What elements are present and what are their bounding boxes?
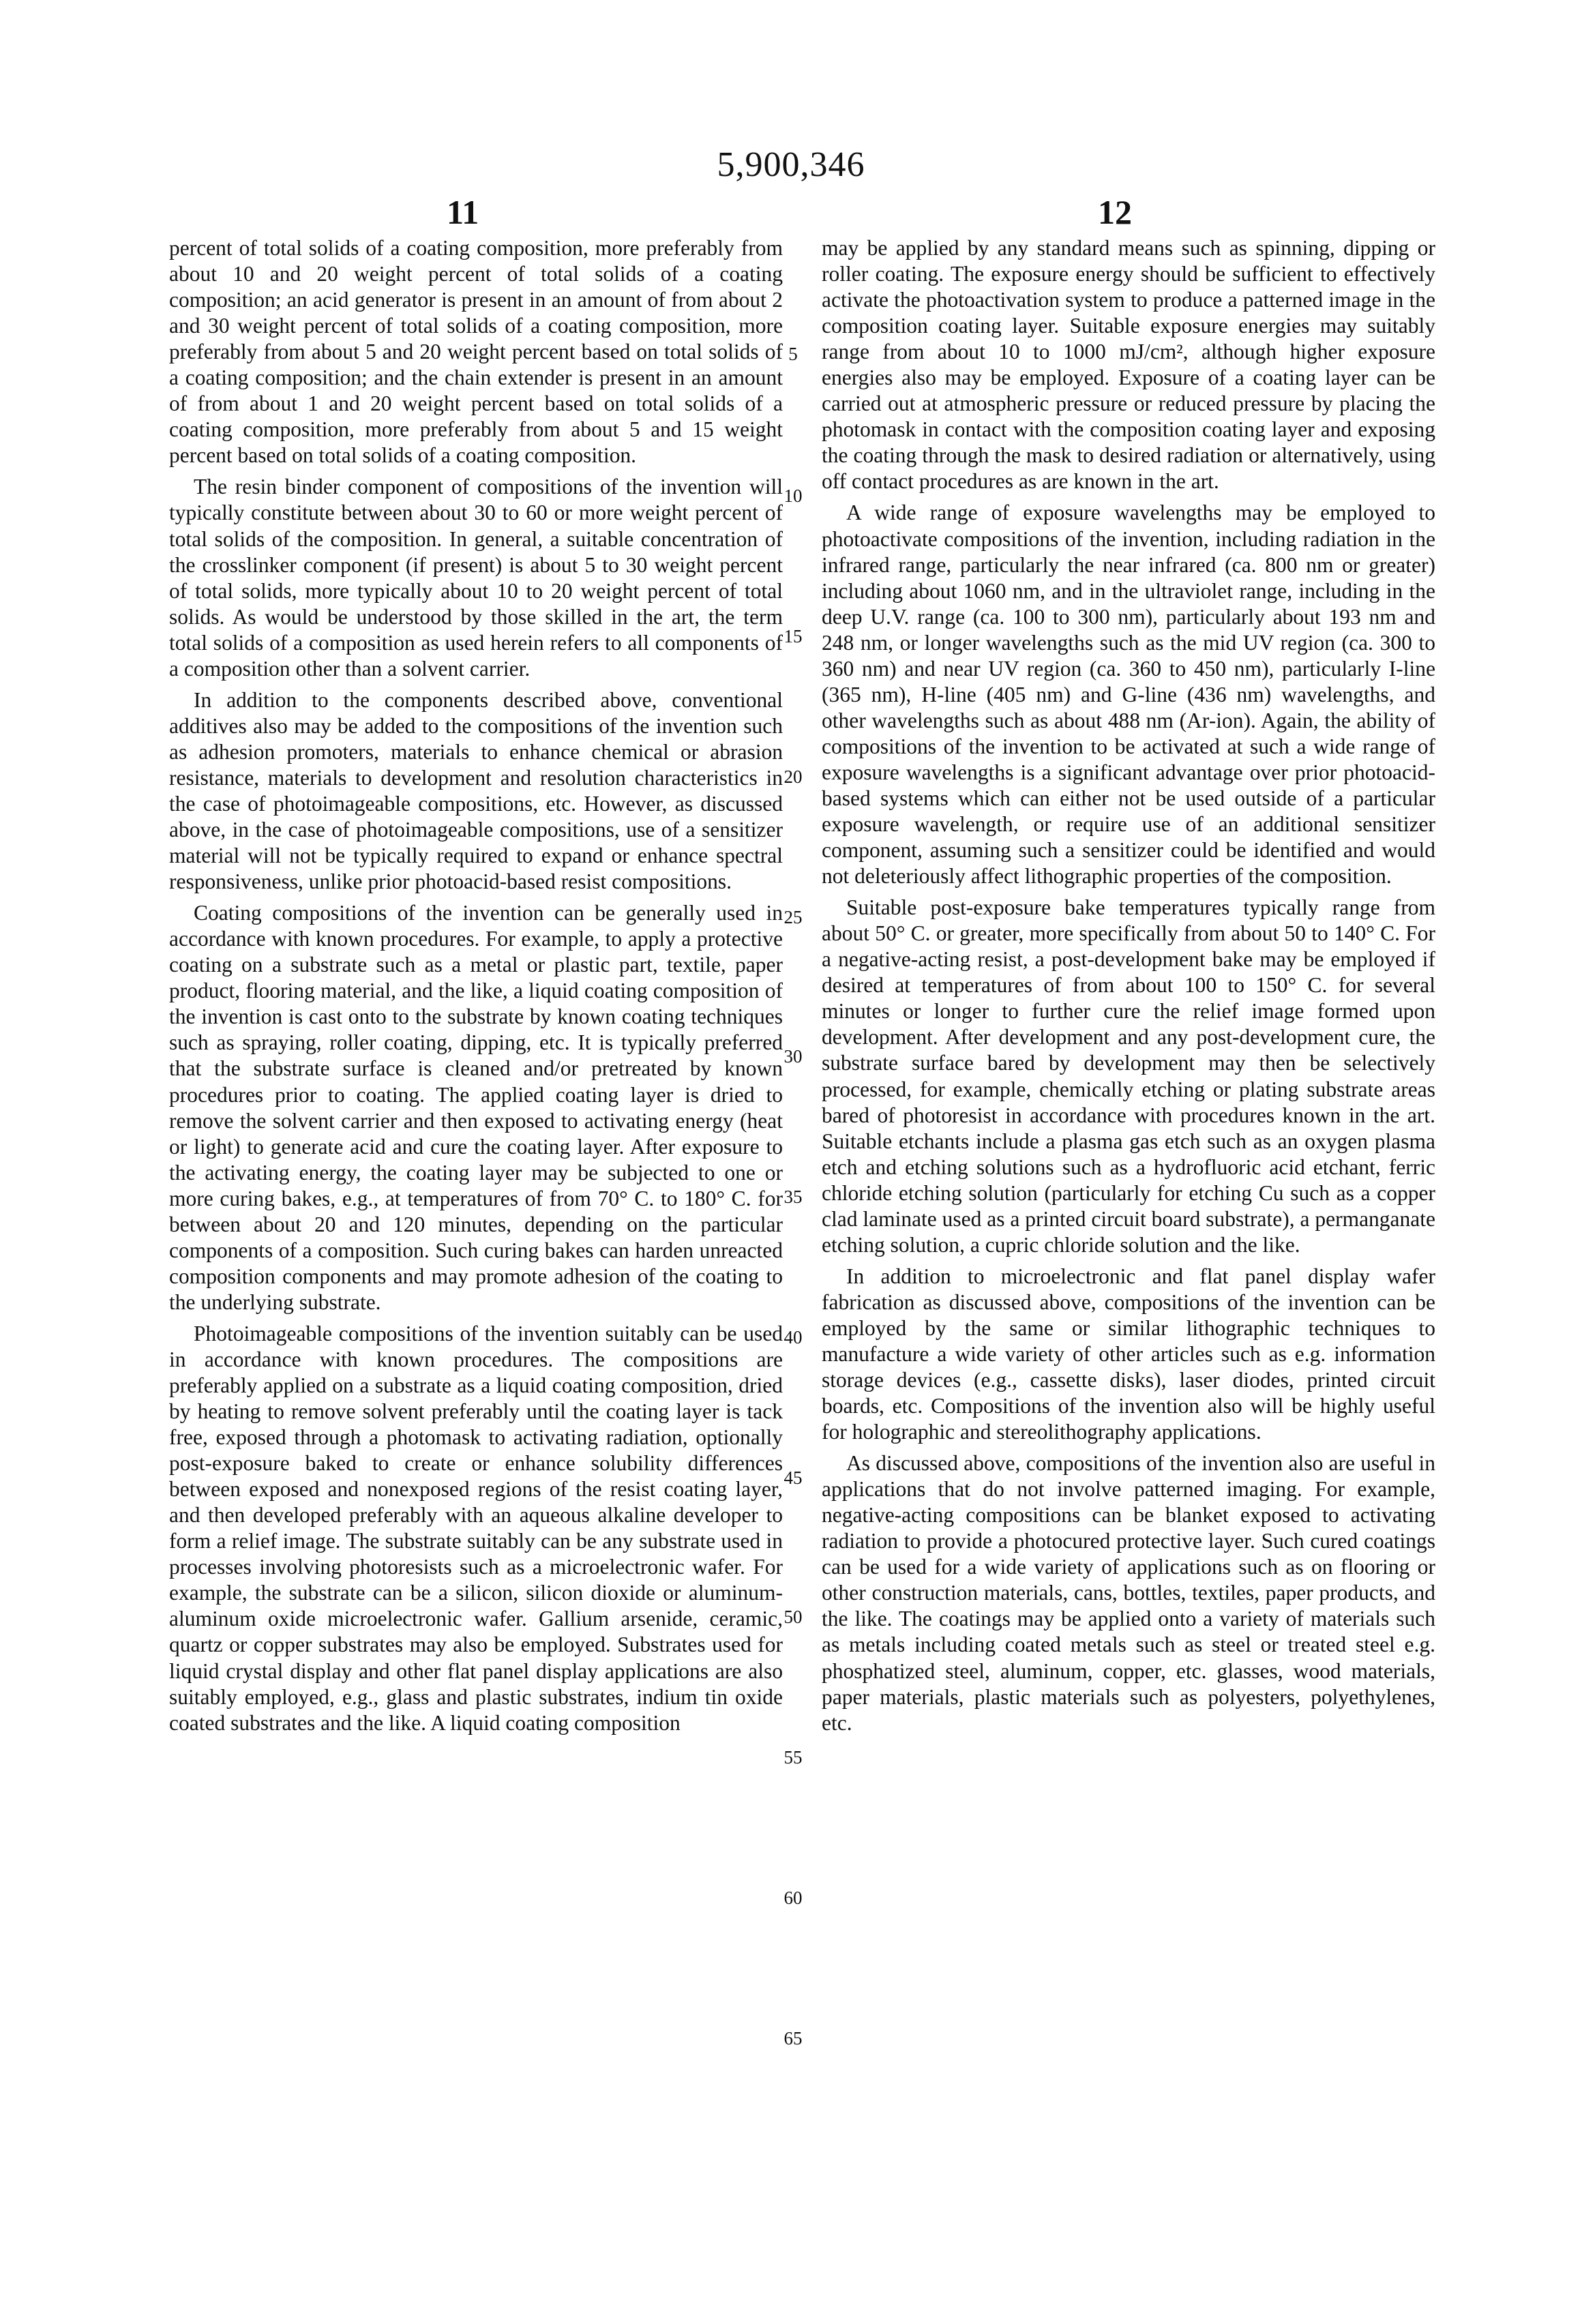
line-number-10: 10 (779, 486, 807, 507)
line-number-40: 40 (779, 1327, 807, 1348)
line-number-20: 20 (779, 766, 807, 788)
right-paragraph-5: As discussed above, compositions of the invention also are useful in applications that do not involve patterned imaging. For example, negative-acting compositions can be blanket exposed to activating radiation to provide a photocured protective layer. Such cured coatings can be used for a wide variety of applications such as on flooring or other construction materials, cans, bottles, textiles, paper products, and the like. The coatings may be applied onto a variety of materials such as metals including coated metals such as steel or treated steel e.g. phosphatized steel, aluminum, copper, etc. glasses, wood materials, paper materials, plastic materials such as polyesters, polyethylenes, etc. (822, 1450, 1435, 1736)
right-paragraph-4: In addition to microelectronic and flat panel display wafer fabrication as discussed above, compositions of the invention can be employed by the same or similar lithographic techniques to manufacture a wide variety of other articles such as e.g. information storage devices (e.g., cassette disks), laser diodes, printed circuit boards, etc. Compositions of the invention also will be highly useful for holographic and stereolithography applications. (822, 1264, 1435, 1445)
line-number-5: 5 (779, 344, 807, 365)
left-paragraph-3: In addition to the components described above, conventional additives also may be added to the compositions of the invention such as adhesion promoters, materials to enhance chemical or abrasion resistance, materials to development and resolution characteristics in the case of photoimageable compositions, etc. However, as discussed above, in the case of photoimageable compositions, use of a sensitizer material will not be typically required to expand or enhance spectral responsiveness, unlike prior photoacid-based resist compositions. (169, 687, 783, 895)
right-paragraph-3: Suitable post-exposure bake temperatures typically range from about 50° C. or greater, more specifically from about 50 to 140° C. For a negative-acting resist, a post-development bake may be employed if desired at temperatures of from about 100 to 150° C. for several minutes or longer to further cure the relief image formed upon development. After development and any post-development cure, the substrate surface bared by development may then be selectively processed, for example, chemically etching or plating substrate areas bared of photoresist in accordance with procedures known in the art. Suitable etchants include a plasma gas etch such as an oxygen plasma etch and etching solutions such as a hydrofluoric acid etchant, ferric chloride etching solution (particularly for etching Cu such as a copper clad laminate used as a printed circuit board substrate), a permanganate etching solution, a cupric chloride solution and the like. (822, 895, 1435, 1258)
right-paragraph-2: A wide range of exposure wavelengths may be employed to photoactivate compositions of the invention, including radiation in the infrared range, particularly the near infrared (ca. 800 nm or greater) including about 1060 nm, and in the ultraviolet range, including in the deep U.V. range (ca. 100 to 300 nm), particularly about 193 nm and 248 nm, or longer wavelengths such as the mid UV region (ca. 300 to 360 nm) and near UV region (ca. 360 to 450 nm), particularly I-line (365 nm), H-line (405 nm) and G-line (436 nm) wavelengths, and other wavelengths such as about 488 nm (Ar-ion). Again, the ability of compositions of the invention to be activated at such a wide range of exposure wavelengths is a significant advantage over prior photoacid-based systems which can either not be used outside of a particular exposure wavelength, or require use of an additional sensitizer component, assuming such a sensitizer could be identified and would not deleteriously affect lithographic properties of the composition. (822, 500, 1435, 889)
left-column (169, 235, 783, 1736)
line-number-25: 25 (779, 907, 807, 928)
line-number-35: 35 (779, 1187, 807, 1208)
line-number-65: 65 (779, 2028, 807, 2049)
line-number-15: 15 (779, 626, 807, 647)
right-column-number: 12 (1098, 192, 1132, 232)
line-number-55: 55 (779, 1747, 807, 1768)
line-number-50: 50 (779, 1607, 807, 1628)
line-number-45: 45 (779, 1468, 807, 1489)
left-paragraph-1: percent of total solids of a coating composition, more preferably from about 10 and 20 weight percent of total solids of a coating composition; an acid generator is present in an amount of from about 2 and 30 weight percent of total solids of a coating composition, more preferably from about 5 and 20 weight percent based on total solids of a coating composition; and the chain extender is present in an amount of from about 1 and 20 weight percent based on total solids of a coating composition, more preferably from about 5 and 15 weight percent based on total solids of a coating composition. (169, 235, 783, 468)
left-paragraph-2: The resin binder component of compositions of the invention will typically constitute between about 30 to 60 or more weight percent of total solids of the composition. In general, a suitable concentration of the crosslinker component (if present) is about 5 to 30 weight percent of total solids, more typically about 10 to 20 weight percent of total solids. As would be understood by those skilled in the art, the term total solids of a composition as used herein refers to all components of a composition other than a solvent carrier. (169, 474, 783, 681)
line-number-60: 60 (779, 1888, 807, 1909)
left-paragraph-4: Coating compositions of the invention can be generally used in accordance with known procedures. For example, to apply a protective coating on a substrate such as a metal or plastic part, textile, paper product, flooring material, and the like, a liquid coating composition of the invention is cast onto to the substrate by known coating techniques such as spraying, roller coating, dipping, etc. It is typically preferred that the substrate surface is cleaned and/or pretreated by known procedures prior to coating. The applied coating layer is dried to remove the solvent carrier and then exposed to activating energy (heat or light) to generate acid and cure the coating layer. After exposure to the activating energy, the coating layer may be subjected to one or more curing bakes, e.g., at temperatures of from 70° C. to 180° C. for between about 20 and 120 minutes, depending on the particular components of a composition. Such curing bakes can harden unreacted composition components and may promote adhesion of the coating to the underlying substrate. (169, 900, 783, 1315)
right-paragraph-1: may be applied by any standard means such as spinning, dipping or roller coating. The exposure energy should be sufficient to effectively activate the photoactivation system to produce a patterned image in the composition coating layer. Suitable exposure energies may suitably range from about 10 to 1000 mJ/cm², although higher exposure energies also may be employed. Exposure of a coating layer can be carried out at atmospheric pressure or reduced pressure by placing the photomask in contact with the composition coating layer and exposing the coating through the mask to desired radiation or alternatively, using off contact procedures as are known in the art. (822, 235, 1435, 494)
right-column (822, 235, 1435, 1736)
left-paragraph-5: Photoimageable compositions of the invention suitably can be used in accordance with known procedures. The compositions are preferably applied on a substrate as a liquid coating composition, dried by heating to remove solvent preferably until the coating layer is tack free, exposed through a photomask to activating radiation, optionally post-exposure baked to create or enhance solubility differences between exposed and nonexposed regions of the resist coating layer, and then developed preferably with an aqueous alkaline developer to form a relief image. The substrate suitably can be any substrate used in processes involving photoresists such as a microelectronic wafer. For example, the substrate can be a silicon, silicon dioxide or aluminum-aluminum oxide microelectronic wafer. Gallium arsenide, ceramic, quartz or copper substrates may also be employed. Substrates used for liquid crystal display and other flat panel display applications are also suitably employed, e.g., glass and plastic substrates, indium tin oxide coated substrates and the like. A liquid coating composition (169, 1321, 783, 1736)
patent-number: 5,900,346 (0, 145, 1582, 185)
left-column-number: 11 (447, 192, 479, 232)
line-number-30: 30 (779, 1046, 807, 1067)
